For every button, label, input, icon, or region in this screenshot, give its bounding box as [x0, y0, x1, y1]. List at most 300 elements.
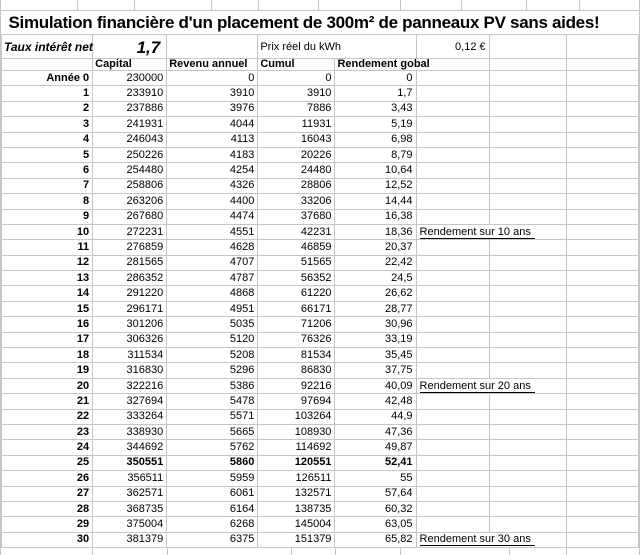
cumul-cell[interactable]: 92216: [258, 378, 335, 393]
cumul-cell[interactable]: 37680: [258, 209, 335, 224]
empty-cell[interactable]: [489, 471, 566, 486]
revenu-annuel-cell[interactable]: 3910: [167, 86, 258, 101]
empty-cell[interactable]: [566, 194, 638, 209]
table-row: [2, 194, 639, 209]
capital-cell[interactable]: 344692: [93, 440, 167, 455]
rendement-global-cell[interactable]: 63,05: [335, 517, 416, 532]
row-label-cell[interactable]: 15: [2, 301, 93, 316]
table-row: [2, 255, 639, 270]
row-label-cell[interactable]: 23: [2, 424, 93, 439]
empty-cell[interactable]: [489, 348, 566, 363]
rendement-global-cell[interactable]: 24,5: [335, 271, 416, 286]
empty-cell[interactable]: [566, 163, 638, 178]
empty-cell[interactable]: [566, 117, 638, 132]
cumul-cell[interactable]: 114692: [258, 440, 335, 455]
table-row: [2, 363, 639, 378]
cumul-cell[interactable]: 103264: [258, 409, 335, 424]
rendement-global-cell[interactable]: 28,77: [335, 301, 416, 316]
empty-cell[interactable]: [416, 286, 489, 301]
empty-cell[interactable]: [416, 271, 489, 286]
revenu-annuel-cell[interactable]: 6375: [167, 532, 258, 547]
capital-cell[interactable]: 263206: [93, 194, 167, 209]
row-label-cell[interactable]: 1: [2, 86, 93, 101]
rendement-global-cell[interactable]: 0: [335, 71, 416, 86]
revenu-annuel-cell[interactable]: 0: [167, 71, 258, 86]
rendement-global-cell[interactable]: 44,9: [335, 409, 416, 424]
capital-cell[interactable]: 306326: [93, 332, 167, 347]
revenu-annuel-cell[interactable]: 5035: [167, 317, 258, 332]
empty-cell[interactable]: [416, 332, 489, 347]
empty-cell[interactable]: [566, 271, 638, 286]
empty-cell[interactable]: [489, 178, 566, 193]
empty-cell[interactable]: [489, 271, 566, 286]
capital-cell[interactable]: 338930: [93, 424, 167, 439]
rendement-global-cell[interactable]: 26,62: [335, 286, 416, 301]
empty-cell[interactable]: [416, 117, 489, 132]
capital-cell[interactable]: 286352: [93, 271, 167, 286]
capital-cell[interactable]: 281565: [93, 255, 167, 270]
revenu-annuel-cell[interactable]: 4113: [167, 132, 258, 147]
row-label-cell[interactable]: 8: [2, 194, 93, 209]
row-label-cell[interactable]: 26: [2, 471, 93, 486]
cumul-cell[interactable]: 46859: [258, 240, 335, 255]
empty-cell[interactable]: [566, 317, 638, 332]
empty-cell[interactable]: [489, 440, 566, 455]
table-row: [2, 501, 639, 516]
rendement-global-cell[interactable]: 20,37: [335, 240, 416, 255]
cumul-cell[interactable]: 151379: [258, 532, 335, 547]
empty-cell[interactable]: [566, 86, 638, 101]
empty-cell[interactable]: [416, 71, 489, 86]
rendement-global-cell[interactable]: 42,48: [335, 394, 416, 409]
table-row: [2, 209, 639, 224]
revenu-annuel-cell[interactable]: 4254: [167, 163, 258, 178]
empty-cell[interactable]: [489, 424, 566, 439]
empty-cell[interactable]: [489, 363, 566, 378]
empty-cell[interactable]: [416, 348, 489, 363]
capital-cell[interactable]: 368735: [93, 501, 167, 516]
empty-cell[interactable]: [489, 35, 566, 59]
cumul-cell[interactable]: 71206: [258, 317, 335, 332]
empty-cell[interactable]: [489, 147, 566, 162]
milestone-note-text: Rendement sur 10 ans: [420, 226, 535, 239]
revenu-annuel-cell[interactable]: 4326: [167, 178, 258, 193]
empty-cell[interactable]: [566, 255, 638, 270]
rendement-global-cell[interactable]: 3,43: [335, 101, 416, 116]
revenu-annuel-cell[interactable]: 5571: [167, 409, 258, 424]
capital-cell[interactable]: 254480: [93, 163, 167, 178]
empty-cell[interactable]: [566, 286, 638, 301]
empty-cell[interactable]: [566, 35, 638, 59]
cumul-cell[interactable]: 126511: [258, 471, 335, 486]
empty-cell[interactable]: [489, 332, 566, 347]
rendement-global-cell[interactable]: 40,09: [335, 378, 416, 393]
milestone-note-text: Rendement sur 30 ans: [420, 533, 535, 546]
rendement-global-cell[interactable]: 60,32: [335, 501, 416, 516]
capital-cell[interactable]: 246043: [93, 132, 167, 147]
revenu-annuel-cell[interactable]: 6061: [167, 486, 258, 501]
capital-cell[interactable]: 375004: [93, 517, 167, 532]
revenu-annuel-cell[interactable]: 4707: [167, 255, 258, 270]
cumul-cell[interactable]: 86830: [258, 363, 335, 378]
partial-top-row: [1, 0, 639, 11]
empty-cell[interactable]: [489, 132, 566, 147]
capital-cell[interactable]: 316830: [93, 363, 167, 378]
empty-cell[interactable]: [566, 440, 638, 455]
revenu-annuel-cell[interactable]: 5296: [167, 363, 258, 378]
column-header-row: [2, 59, 639, 71]
empty-cell[interactable]: [416, 209, 489, 224]
row-label-cell[interactable]: 19: [2, 363, 93, 378]
row-label-cell[interactable]: 10: [2, 224, 93, 239]
empty-cell[interactable]: [489, 86, 566, 101]
empty-cell[interactable]: [566, 409, 638, 424]
rendement-global-cell[interactable]: 1,7: [335, 86, 416, 101]
revenu-annuel-cell[interactable]: 5762: [167, 440, 258, 455]
rendement-global-cell[interactable]: 22,42: [335, 255, 416, 270]
empty-cell[interactable]: [416, 86, 489, 101]
empty-cell[interactable]: [2, 59, 93, 71]
cumul-cell[interactable]: 120551: [258, 455, 335, 470]
capital-cell[interactable]: 311534: [93, 348, 167, 363]
capital-cell[interactable]: 241931: [93, 117, 167, 132]
cumul-cell[interactable]: 108930: [258, 424, 335, 439]
page-title[interactable]: Simulation financière d'un placement de 300m² de panneaux PV sans aides!: [2, 11, 639, 35]
row-label-cell[interactable]: 5: [2, 147, 93, 162]
revenu-annuel-cell[interactable]: 4868: [167, 286, 258, 301]
revenu-annuel-cell[interactable]: 5386: [167, 378, 258, 393]
empty-cell[interactable]: [416, 101, 489, 116]
table-row: [2, 440, 639, 455]
cumul-cell[interactable]: 138735: [258, 501, 335, 516]
row-label-cell[interactable]: 25: [2, 455, 93, 470]
empty-cell[interactable]: [489, 163, 566, 178]
revenu-annuel-cell[interactable]: 4044: [167, 117, 258, 132]
empty-cell[interactable]: [416, 409, 489, 424]
gridline: [579, 0, 580, 10]
row-label-cell[interactable]: 29: [2, 517, 93, 532]
empty-cell[interactable]: [489, 317, 566, 332]
header-revenu-annuel[interactable]: Revenu annuel: [167, 59, 258, 71]
table-row: [2, 224, 639, 239]
empty-cell[interactable]: [489, 517, 566, 532]
empty-cell[interactable]: [566, 178, 638, 193]
empty-cell[interactable]: [566, 59, 638, 71]
empty-cell[interactable]: [416, 455, 489, 470]
capital-cell[interactable]: 333264: [93, 409, 167, 424]
capital-cell[interactable]: 301206: [93, 317, 167, 332]
capital-cell[interactable]: 230000: [93, 71, 167, 86]
empty-cell[interactable]: [489, 486, 566, 501]
simulation-table: [1, 11, 639, 548]
cumul-cell[interactable]: 51565: [258, 255, 335, 270]
cumul-cell[interactable]: 81534: [258, 348, 335, 363]
gridline: [291, 548, 292, 555]
gridline: [461, 0, 462, 10]
empty-cell[interactable]: [416, 501, 489, 516]
capital-cell[interactable]: 233910: [93, 86, 167, 101]
capital-cell[interactable]: 356511: [93, 471, 167, 486]
row-label-cell[interactable]: 30: [2, 532, 93, 547]
empty-cell[interactable]: [489, 394, 566, 409]
empty-cell[interactable]: [416, 394, 489, 409]
gridline: [134, 0, 135, 10]
table-row: [2, 71, 639, 86]
empty-cell[interactable]: [566, 378, 638, 393]
empty-cell[interactable]: [416, 178, 489, 193]
cumul-cell[interactable]: 42231: [258, 224, 335, 239]
revenu-annuel-cell[interactable]: 4628: [167, 240, 258, 255]
revenu-annuel-cell[interactable]: 5959: [167, 471, 258, 486]
row-label-cell[interactable]: 4: [2, 132, 93, 147]
revenu-annuel-cell[interactable]: 5665: [167, 424, 258, 439]
kwh-price-label-cell[interactable]: Prix réel du kWh: [258, 35, 416, 59]
empty-cell[interactable]: [566, 209, 638, 224]
row-label-cell[interactable]: 11: [2, 240, 93, 255]
capital-cell[interactable]: 250226: [93, 147, 167, 162]
rendement-global-cell[interactable]: 14,44: [335, 194, 416, 209]
row-label-cell[interactable]: 18: [2, 348, 93, 363]
milestone-note-cell[interactable]: [416, 224, 566, 239]
row-label-cell[interactable]: 6: [2, 163, 93, 178]
revenu-annuel-cell[interactable]: 4183: [167, 147, 258, 162]
cumul-cell[interactable]: 24480: [258, 163, 335, 178]
empty-cell[interactable]: [416, 517, 489, 532]
gridline: [92, 548, 93, 555]
table-row: [2, 517, 639, 532]
revenu-annuel-cell[interactable]: 5120: [167, 332, 258, 347]
rendement-global-cell[interactable]: 55: [335, 471, 416, 486]
revenu-annuel-cell[interactable]: 5478: [167, 394, 258, 409]
revenu-annuel-cell[interactable]: 6268: [167, 517, 258, 532]
empty-cell[interactable]: [566, 363, 638, 378]
header-cumul[interactable]: Cumul: [258, 59, 335, 71]
row-label-cell[interactable]: 16: [2, 317, 93, 332]
empty-cell[interactable]: [489, 101, 566, 116]
header-capital[interactable]: Capital: [93, 59, 167, 71]
empty-cell[interactable]: [566, 501, 638, 516]
empty-cell[interactable]: [566, 394, 638, 409]
empty-cell[interactable]: [416, 486, 489, 501]
empty-cell[interactable]: [489, 59, 566, 71]
empty-cell[interactable]: [416, 255, 489, 270]
cumul-cell[interactable]: 66171: [258, 301, 335, 316]
empty-cell[interactable]: [566, 147, 638, 162]
table-row: [2, 240, 639, 255]
cumul-cell[interactable]: 3910: [258, 86, 335, 101]
table-row: [2, 117, 639, 132]
rendement-global-cell[interactable]: 12,52: [335, 178, 416, 193]
table-row: [2, 286, 639, 301]
table-row: [2, 163, 639, 178]
capital-cell[interactable]: 258806: [93, 178, 167, 193]
milestone-note-cell[interactable]: [416, 378, 566, 393]
gridline: [400, 0, 401, 10]
row-label-cell[interactable]: 9: [2, 209, 93, 224]
empty-cell[interactable]: [566, 471, 638, 486]
cumul-cell[interactable]: 76326: [258, 332, 335, 347]
empty-cell[interactable]: [566, 301, 638, 316]
table-row: [2, 147, 639, 162]
capital-cell[interactable]: 267680: [93, 209, 167, 224]
cumul-cell[interactable]: 28806: [258, 178, 335, 193]
table-row: [2, 178, 639, 193]
cumul-cell[interactable]: 97694: [258, 394, 335, 409]
capital-cell[interactable]: 322216: [93, 378, 167, 393]
row-label-cell[interactable]: 13: [2, 271, 93, 286]
row-label-cell[interactable]: 27: [2, 486, 93, 501]
row-label-cell[interactable]: 7: [2, 178, 93, 193]
empty-cell[interactable]: [489, 455, 566, 470]
rendement-global-cell[interactable]: 52,41: [335, 455, 416, 470]
row-label-cell[interactable]: 24: [2, 440, 93, 455]
empty-cell[interactable]: [416, 317, 489, 332]
revenu-annuel-cell[interactable]: 4474: [167, 209, 258, 224]
cumul-cell[interactable]: 16043: [258, 132, 335, 147]
gridline: [526, 0, 527, 10]
rendement-global-cell[interactable]: 16,38: [335, 209, 416, 224]
row-label-cell[interactable]: 14: [2, 286, 93, 301]
empty-cell[interactable]: [416, 440, 489, 455]
rendement-global-cell[interactable]: 49,87: [335, 440, 416, 455]
rendement-global-cell[interactable]: 33,19: [335, 332, 416, 347]
rendement-global-cell[interactable]: 30,96: [335, 317, 416, 332]
rendement-global-cell[interactable]: 37,75: [335, 363, 416, 378]
empty-cell[interactable]: [489, 301, 566, 316]
capital-cell[interactable]: 276859: [93, 240, 167, 255]
capital-cell[interactable]: 327694: [93, 394, 167, 409]
empty-cell[interactable]: [566, 224, 638, 239]
table-row: [2, 101, 639, 116]
table-row: [2, 394, 639, 409]
rendement-global-cell[interactable]: 6,98: [335, 132, 416, 147]
revenu-annuel-cell[interactable]: 6164: [167, 501, 258, 516]
cumul-cell[interactable]: 132571: [258, 486, 335, 501]
empty-cell[interactable]: [566, 132, 638, 147]
empty-cell[interactable]: [566, 532, 638, 547]
interest-rate-label-cell[interactable]: Taux intérêt net: [2, 35, 93, 59]
kwh-price-value-cell[interactable]: 0,12 €: [416, 35, 489, 59]
empty-cell[interactable]: [489, 117, 566, 132]
empty-cell[interactable]: [416, 132, 489, 147]
cumul-cell[interactable]: 33206: [258, 194, 335, 209]
rendement-global-cell[interactable]: 65,82: [335, 532, 416, 547]
empty-cell[interactable]: [566, 424, 638, 439]
capital-cell[interactable]: 350551: [93, 455, 167, 470]
empty-cell[interactable]: [566, 332, 638, 347]
empty-cell[interactable]: [489, 255, 566, 270]
rendement-global-cell[interactable]: 57,64: [335, 486, 416, 501]
row-label-cell[interactable]: Année 0: [2, 71, 93, 86]
rendement-global-cell[interactable]: 5,19: [335, 117, 416, 132]
empty-cell[interactable]: [416, 194, 489, 209]
row-label-cell[interactable]: 3: [2, 117, 93, 132]
row-label-cell[interactable]: 21: [2, 394, 93, 409]
empty-cell[interactable]: [489, 286, 566, 301]
cumul-cell[interactable]: 11931: [258, 117, 335, 132]
table-row: [2, 332, 639, 347]
rendement-global-cell[interactable]: 8,79: [335, 147, 416, 162]
row-label-cell[interactable]: 12: [2, 255, 93, 270]
empty-cell[interactable]: [566, 486, 638, 501]
row-label-cell[interactable]: 22: [2, 409, 93, 424]
empty-cell[interactable]: [416, 163, 489, 178]
cumul-cell[interactable]: 145004: [258, 517, 335, 532]
empty-cell[interactable]: [566, 240, 638, 255]
empty-cell[interactable]: [167, 35, 258, 59]
capital-cell[interactable]: 291220: [93, 286, 167, 301]
row-label-cell[interactable]: 20: [2, 378, 93, 393]
empty-cell[interactable]: [489, 71, 566, 86]
revenu-annuel-cell[interactable]: 4551: [167, 224, 258, 239]
table-row: [2, 271, 639, 286]
capital-cell[interactable]: 237886: [93, 101, 167, 116]
empty-bottom-row: [1, 548, 639, 555]
cumul-cell[interactable]: 7886: [258, 101, 335, 116]
empty-cell[interactable]: [489, 501, 566, 516]
capital-cell[interactable]: 272231: [93, 224, 167, 239]
table-row: [2, 317, 639, 332]
row-label-cell[interactable]: 17: [2, 332, 93, 347]
table-row: [2, 532, 639, 547]
capital-cell[interactable]: 381379: [93, 532, 167, 547]
row-label-cell[interactable]: 2: [2, 101, 93, 116]
table-row: [2, 86, 639, 101]
revenu-annuel-cell[interactable]: 3976: [167, 101, 258, 116]
gridline: [167, 548, 168, 555]
empty-cell[interactable]: [416, 147, 489, 162]
table-row: [2, 301, 639, 316]
milestone-note-cell[interactable]: [416, 532, 566, 547]
revenu-annuel-cell[interactable]: 4787: [167, 271, 258, 286]
empty-cell[interactable]: [566, 455, 638, 470]
revenu-annuel-cell[interactable]: 4951: [167, 301, 258, 316]
gridline: [335, 548, 336, 555]
empty-cell[interactable]: [416, 424, 489, 439]
gridline: [566, 548, 567, 555]
cumul-cell[interactable]: 61220: [258, 286, 335, 301]
revenu-annuel-cell[interactable]: 5208: [167, 348, 258, 363]
empty-cell[interactable]: [416, 363, 489, 378]
revenu-annuel-cell[interactable]: 5860: [167, 455, 258, 470]
empty-cell[interactable]: [566, 517, 638, 532]
empty-cell[interactable]: [566, 71, 638, 86]
empty-cell[interactable]: [416, 301, 489, 316]
cumul-cell[interactable]: 20226: [258, 147, 335, 162]
rendement-global-cell[interactable]: 35,45: [335, 348, 416, 363]
empty-cell[interactable]: [489, 209, 566, 224]
interest-rate-value-cell[interactable]: 1,7: [93, 35, 167, 59]
empty-cell[interactable]: [566, 348, 638, 363]
rendement-global-cell[interactable]: 18,36: [335, 224, 416, 239]
revenu-annuel-cell[interactable]: 4400: [167, 194, 258, 209]
table-row: [2, 132, 639, 147]
rendement-global-cell[interactable]: 10,64: [335, 163, 416, 178]
rendement-global-cell[interactable]: 47,36: [335, 424, 416, 439]
cumul-cell[interactable]: 56352: [258, 271, 335, 286]
empty-cell[interactable]: [416, 240, 489, 255]
cumul-cell[interactable]: 0: [258, 71, 335, 86]
empty-cell[interactable]: [489, 240, 566, 255]
row-label-cell[interactable]: 28: [2, 501, 93, 516]
empty-cell[interactable]: [489, 194, 566, 209]
capital-cell[interactable]: 362571: [93, 486, 167, 501]
empty-cell[interactable]: [489, 409, 566, 424]
header-rendement-global[interactable]: Rendement gobal: [335, 59, 489, 71]
empty-cell[interactable]: [566, 101, 638, 116]
capital-cell[interactable]: 296171: [93, 301, 167, 316]
empty-cell[interactable]: [416, 471, 489, 486]
